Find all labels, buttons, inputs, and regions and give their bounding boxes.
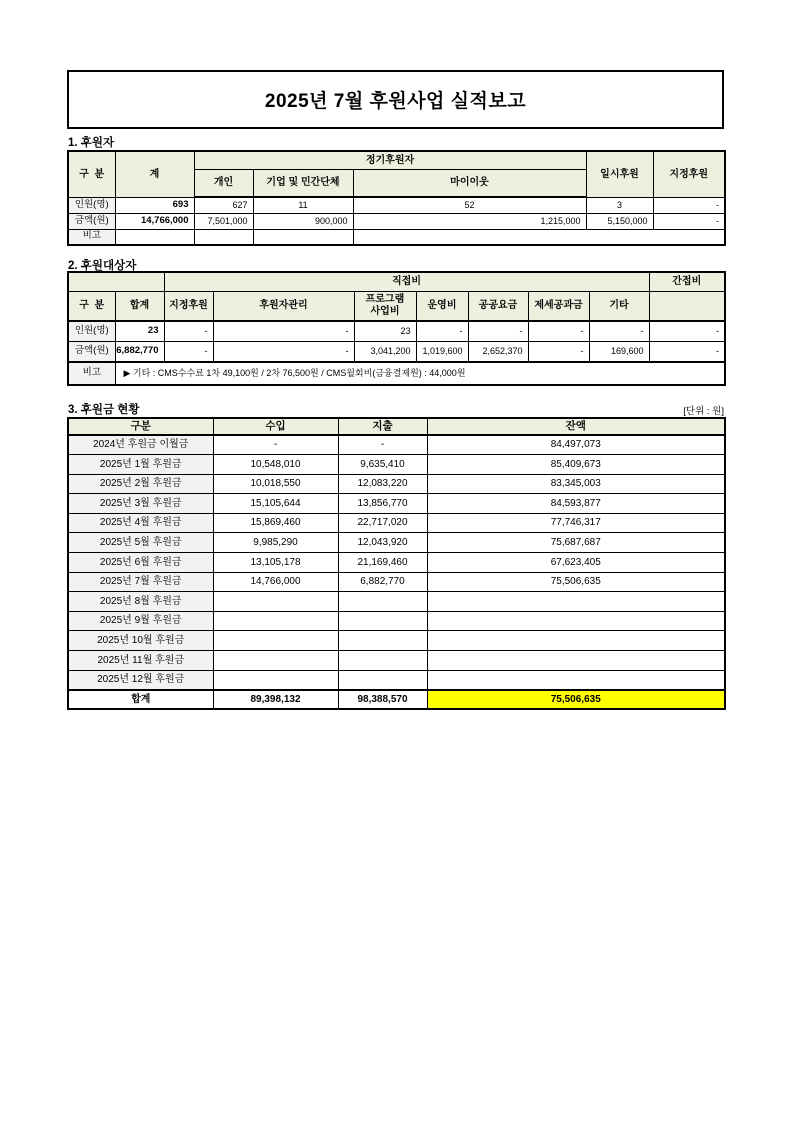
beneficiaries-table (67, 271, 726, 386)
t3-expense (338, 631, 427, 651)
t1-header-total: 계 (115, 151, 194, 197)
t3-balance (427, 592, 725, 612)
t2-amount-taxes: - (528, 341, 589, 362)
t2-header-management: 후원자관리 (213, 291, 354, 321)
t2-amount-indirect: - (649, 341, 725, 362)
t3-income: - (213, 435, 338, 455)
t1-note-label: 비고 (68, 229, 115, 245)
t3-balance: 84,593,877 (427, 494, 725, 514)
t3-expense (338, 611, 427, 631)
t3-row-label: 2025년 7월 후원금 (68, 572, 213, 592)
t3-balance: 77,746,317 (427, 513, 725, 533)
t1-amount-myneighbor: 1,215,000 (353, 213, 586, 229)
t3-total-label: 합계 (68, 690, 213, 710)
t3-row-jan (68, 455, 725, 475)
t2-people-etc: - (589, 321, 649, 341)
t3-balance: 84,497,073 (427, 435, 725, 455)
t1-people-myneighbor: 52 (353, 197, 586, 213)
section-1-heading: 1. 후원자 (68, 137, 115, 149)
t2-amount-management: - (213, 341, 354, 362)
t3-expense: 6,882,770 (338, 572, 427, 592)
t3-expense (338, 670, 427, 690)
t3-row-sep (68, 611, 725, 631)
t2-people-operating: - (416, 321, 468, 341)
t2-header-program: 프로그램 사업비 (354, 291, 416, 321)
t3-row-label: 2025년 12월 후원금 (68, 670, 213, 690)
t3-row-label: 2025년 10월 후원금 (68, 631, 213, 651)
t3-expense: 12,043,920 (338, 533, 427, 553)
t3-expense: 13,856,770 (338, 494, 427, 514)
t3-row-label: 2025년 6월 후원금 (68, 553, 213, 573)
t3-header-balance: 잔액 (427, 418, 725, 435)
t3-row-jun (68, 553, 725, 573)
t3-income: 10,548,010 (213, 455, 338, 475)
t2-header-gubun: 구 분 (68, 291, 115, 321)
t1-amount-corporate: 900,000 (253, 213, 353, 229)
t3-row-label: 2025년 5월 후원금 (68, 533, 213, 553)
t3-row-nov (68, 651, 725, 671)
t3-total-balance-highlighted: 75,506,635 (427, 690, 725, 710)
t3-total-expense: 98,388,570 (338, 690, 427, 710)
t3-expense (338, 592, 427, 612)
t2-amount-utilities: 2,652,370 (468, 341, 528, 362)
t3-balance (427, 651, 725, 671)
t3-row-may (68, 533, 725, 553)
t3-row-label: 2025년 4월 후원금 (68, 513, 213, 533)
t2-header-taxes: 제세공과금 (528, 291, 589, 321)
t3-income (213, 631, 338, 651)
report-title-box (67, 70, 724, 129)
t2-people-indirect: - (649, 321, 725, 341)
t1-people-total: 693 (115, 197, 194, 213)
t1-people-designated: - (653, 197, 725, 213)
t3-income (213, 670, 338, 690)
t1-note-cell-3 (253, 229, 353, 245)
t3-income: 14,766,000 (213, 572, 338, 592)
t1-note-text (353, 229, 725, 245)
t3-income (213, 592, 338, 612)
funds-status-table (67, 417, 726, 710)
t2-header-etc: 기타 (589, 291, 649, 321)
t1-header-myneighbor: 마이이웃 (353, 169, 586, 197)
t3-row-label: 2025년 3월 후원금 (68, 494, 213, 514)
t2-amount-label: 금액(원) (68, 341, 115, 362)
t3-balance: 83,345,003 (427, 474, 725, 494)
t3-income (213, 651, 338, 671)
t3-expense: 22,717,020 (338, 513, 427, 533)
t3-row-carryover (68, 435, 725, 455)
t3-total-income: 89,398,132 (213, 690, 338, 710)
t2-amount-etc: 169,600 (589, 341, 649, 362)
t2-header-direct-group: 직접비 (164, 272, 649, 291)
t1-people-individual: 627 (194, 197, 253, 213)
t3-income: 15,105,644 (213, 494, 338, 514)
t3-balance (427, 611, 725, 631)
t3-expense: 12,083,220 (338, 474, 427, 494)
t2-people-program: 23 (354, 321, 416, 341)
t1-header-designated: 지정후원 (653, 151, 725, 197)
t3-expense: - (338, 435, 427, 455)
t1-people-corporate: 11 (253, 197, 353, 213)
sponsors-table (67, 150, 726, 246)
t1-amount-label: 금액(원) (68, 213, 115, 229)
t1-header-corporate: 기업 및 민간단체 (253, 169, 353, 197)
t2-header-utilities: 공공요금 (468, 291, 528, 321)
t2-amount-operating: 1,019,600 (416, 341, 468, 362)
t2-people-total: 23 (115, 321, 164, 341)
section-3-heading: 3. 후원금 현황 (68, 404, 140, 416)
t2-header-indirect: 간접비 (649, 272, 725, 291)
t3-row-label: 2025년 8월 후원금 (68, 592, 213, 612)
section-2-heading: 2. 후원대상자 (68, 260, 137, 272)
t1-header-gubun: 구 분 (68, 151, 115, 197)
t2-header-designated: 지정후원 (164, 291, 213, 321)
unit-note: [단위 : 원] (683, 406, 724, 417)
t3-row-label: 2024년 후원금 이월금 (68, 435, 213, 455)
t2-people-label: 인원(명) (68, 321, 115, 341)
t2-people-utilities: - (468, 321, 528, 341)
t3-expense: 9,635,410 (338, 455, 427, 475)
t3-row-apr (68, 513, 725, 533)
t1-header-onetime: 일시후원 (586, 151, 653, 197)
t3-income: 10,018,550 (213, 474, 338, 494)
t3-income (213, 611, 338, 631)
t3-header-gubun: 구분 (68, 418, 213, 435)
t3-header-income: 수입 (213, 418, 338, 435)
t2-header-blank (68, 272, 164, 291)
t1-amount-designated: - (653, 213, 725, 229)
t3-row-label: 2025년 1월 후원금 (68, 455, 213, 475)
t2-people-management: - (213, 321, 354, 341)
t3-balance: 85,409,673 (427, 455, 725, 475)
t3-row-oct (68, 631, 725, 651)
t3-row-label: 2025년 9월 후원금 (68, 611, 213, 631)
t3-expense (338, 651, 427, 671)
t3-income: 15,869,460 (213, 513, 338, 533)
t3-row-mar (68, 494, 725, 514)
t2-people-designated: - (164, 321, 213, 341)
t2-note-label: 비고 (68, 362, 115, 385)
t3-total-row (68, 690, 725, 710)
t2-amount-designated: - (164, 341, 213, 362)
t3-row-label: 2025년 2월 후원금 (68, 474, 213, 494)
t1-amount-total: 14,766,000 (115, 213, 194, 229)
t1-amount-onetime: 5,150,000 (586, 213, 653, 229)
t3-balance (427, 670, 725, 690)
t1-note-cell-1 (115, 229, 194, 245)
t3-header-expense: 지출 (338, 418, 427, 435)
t1-people-label: 인원(명) (68, 197, 115, 213)
t2-amount-program: 3,041,200 (354, 341, 416, 362)
t2-people-taxes: - (528, 321, 589, 341)
t2-note-text: ▶ 기타 : CMS수수료 1차 49,100원 / 2차 76,500원 / CMS월회비(금융결제원) : 44,000원 (115, 362, 725, 385)
t3-income: 13,105,178 (213, 553, 338, 573)
t3-balance: 75,506,635 (427, 572, 725, 592)
t1-people-onetime: 3 (586, 197, 653, 213)
t3-row-feb (68, 474, 725, 494)
t1-header-regular-group: 정기후원자 (194, 151, 586, 169)
t3-income: 9,985,290 (213, 533, 338, 553)
t3-row-label: 2025년 11월 후원금 (68, 651, 213, 671)
t1-note-cell-2 (194, 229, 253, 245)
t3-row-jul (68, 572, 725, 592)
t3-balance: 67,623,405 (427, 553, 725, 573)
t2-header-operating: 운영비 (416, 291, 468, 321)
t3-row-dec (68, 670, 725, 690)
t2-header-total: 합계 (115, 291, 164, 321)
t2-header-indirect-sub (649, 291, 725, 321)
t2-amount-total: 6,882,770 (115, 341, 164, 362)
t3-balance (427, 631, 725, 651)
t3-expense: 21,169,460 (338, 553, 427, 573)
report-title: 2025년 7월 후원사업 실적보고 (264, 91, 527, 112)
t1-header-individual: 개인 (194, 169, 253, 197)
t3-balance: 75,687,687 (427, 533, 725, 553)
t3-row-aug (68, 592, 725, 612)
t1-amount-individual: 7,501,000 (194, 213, 253, 229)
